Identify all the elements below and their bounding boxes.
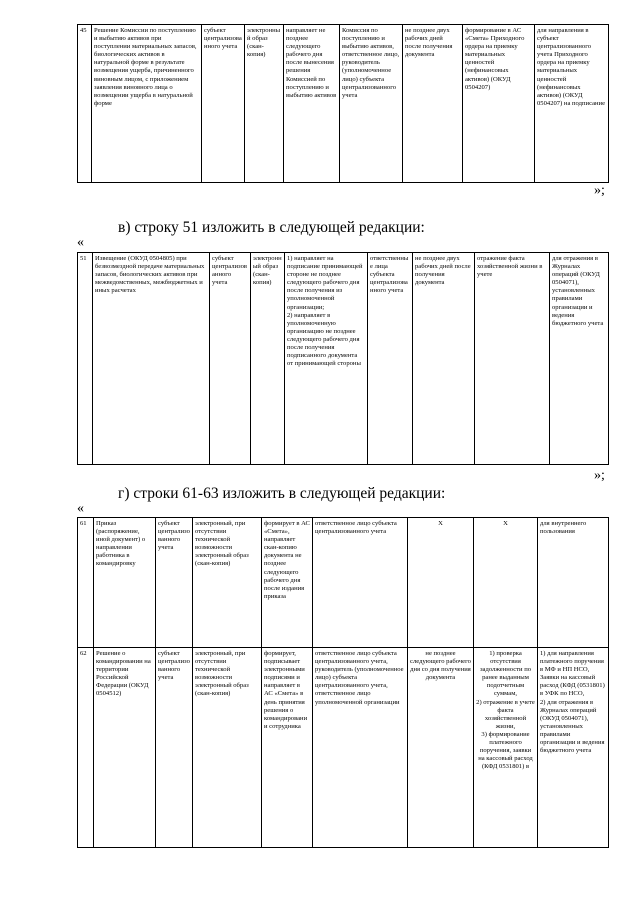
action-deadline-cell: направляет не позднее следующего рабочего дня после вынесения решения Комиссией по поступлению и выбытию активов bbox=[284, 25, 340, 183]
processing-deadline-cell: не позднее двух рабочих дней после получения документа bbox=[413, 253, 475, 465]
processing-deadline-cell: не позднее двух рабочих дней после получения документа bbox=[403, 25, 463, 183]
document-name-cell: Приказ (распоряжение, иной документ) о направлении работника в командировку bbox=[94, 518, 156, 648]
purpose-cell: для внутреннего пользования bbox=[538, 518, 609, 648]
creator-cell: субъект централизованного учета bbox=[210, 253, 251, 465]
purpose-cell: 1) для направления платежного поручения в МФ и НП НСО, Заявки на кассовый расход (КФД (0531801) в УФК по НСО, 2) для отражения в Журналах операций (ОКУД 0504071), установленных правилами организации и ведения бюджетного учета bbox=[538, 648, 609, 848]
processing-deadline-cell: X bbox=[408, 518, 474, 648]
heading-g: г) строки 61-63 изложить в следующей редакции: bbox=[118, 485, 446, 502]
processing-action-cell: отражение факта хозяйственной жизни в учете bbox=[475, 253, 550, 465]
row-number: 62 bbox=[78, 648, 94, 848]
table-row-45 bbox=[77, 24, 609, 183]
document-name-cell: Извещение (ОКУД 0504805) при безвозмездной передаче материальных запасов, биологических активов при межведомственных, межбюджетных и иных расчетах bbox=[93, 253, 210, 465]
closing-quote-1: »; bbox=[594, 183, 605, 198]
row-number: 45 bbox=[78, 25, 92, 183]
format-cell: электронный, при отсутствии технической возможности электронный образ (скан-копия) bbox=[193, 648, 262, 848]
format-cell: электронный, при отсутствии технической возможности электронный образ (скан-копия) bbox=[193, 518, 262, 648]
table-rows-61-63 bbox=[77, 517, 609, 848]
processing-action-cell: X bbox=[474, 518, 538, 648]
table-row bbox=[78, 518, 609, 648]
opening-quote-1: « bbox=[77, 235, 84, 250]
processing-deadline-cell: не позднее следующего рабочего дня со дня получения документа bbox=[408, 648, 474, 848]
action-deadline-cell: 1) направляет на подписание принимающей стороне не позднее следующего рабочего дня после получения из уполномоченной организации; 2) направляет в уполномоченную организацию не позднее следующего рабочего дня после получения подписанного документа от принимающей стороны bbox=[285, 253, 368, 465]
creator-cell: субъект централизованного учета bbox=[156, 518, 193, 648]
table-row-51 bbox=[77, 252, 609, 465]
heading-v: в) строку 51 изложить в следующей редакции: bbox=[118, 219, 425, 236]
document-name-cell: Решение о командировании на территории Российской Федерации (ОКУД 0504512) bbox=[94, 648, 156, 848]
responsible-cell: Комиссия по поступлению и выбытию активов, ответственное лицо, руководитель (уполномоченное лицо) субъекта централизованного учета bbox=[340, 25, 403, 183]
table-row bbox=[78, 25, 609, 183]
responsible-cell: ответственные лица субъекта централизованного учета bbox=[368, 253, 413, 465]
table-row bbox=[78, 648, 609, 848]
purpose-cell: для отражения в Журналах операций (ОКУД 0504071), установленных правилами организации и ведения бюджетного учета bbox=[550, 253, 609, 465]
opening-quote-2: « bbox=[77, 501, 84, 516]
row-number: 61 bbox=[78, 518, 94, 648]
action-deadline-cell: формирует в АС «Смета», направляет скан-копию документа не позднее следующего рабочего дня после издания приказа bbox=[262, 518, 313, 648]
creator-cell: субъект централизованного учета bbox=[156, 648, 193, 848]
creator-cell: субъект централизованного учета bbox=[202, 25, 245, 183]
action-deadline-cell: формирует, подписывает электронными подписями и направляет в АС «Смета» в день принятия решения о командировании сотрудника bbox=[262, 648, 313, 848]
purpose-cell: для направления в субъект централизованного учета Приходного ордера на приемку материальных ценностей (нефинансовых активов) (ОКУД 0504207) на подписание bbox=[535, 25, 609, 183]
table-row bbox=[78, 253, 609, 465]
closing-quote-2: »; bbox=[594, 468, 605, 483]
document-name-cell: Решение Комиссии по поступлению и выбытию активов при поступлении материальных запасов, биологических активов в натуральной форме в результате возмещения ущерба, причиненного виновным лицом, с приложением заявления виновного лица о возмещении ущерба в натуральной форме bbox=[92, 25, 202, 183]
row-number: 51 bbox=[78, 253, 93, 465]
format-cell: электронный образ (скан-копия) bbox=[245, 25, 284, 183]
processing-action-cell: формирование в АС «Смета» Приходного ордера на приемку материальных ценностей (нефинансовых активов) (ОКУД 0504207) bbox=[463, 25, 535, 183]
format-cell: электронный образ (скан-копия) bbox=[251, 253, 285, 465]
processing-action-cell: 1) проверка отсутствия задолженности по ранее выданным подотчетным суммам, 2) отражение в учете факта хозяйственной жизни, 3) формирование платежного поручения, заявки на кассовый расход (КФД 0531801) в bbox=[474, 648, 538, 848]
responsible-cell: ответственное лицо субъекта централизованного учета, руководитель (уполномоченное лицо) субъекта централизованного учета, ответственное лицо уполномоченной организации bbox=[313, 648, 408, 848]
responsible-cell: ответственное лицо субъекта централизованного учета bbox=[313, 518, 408, 648]
